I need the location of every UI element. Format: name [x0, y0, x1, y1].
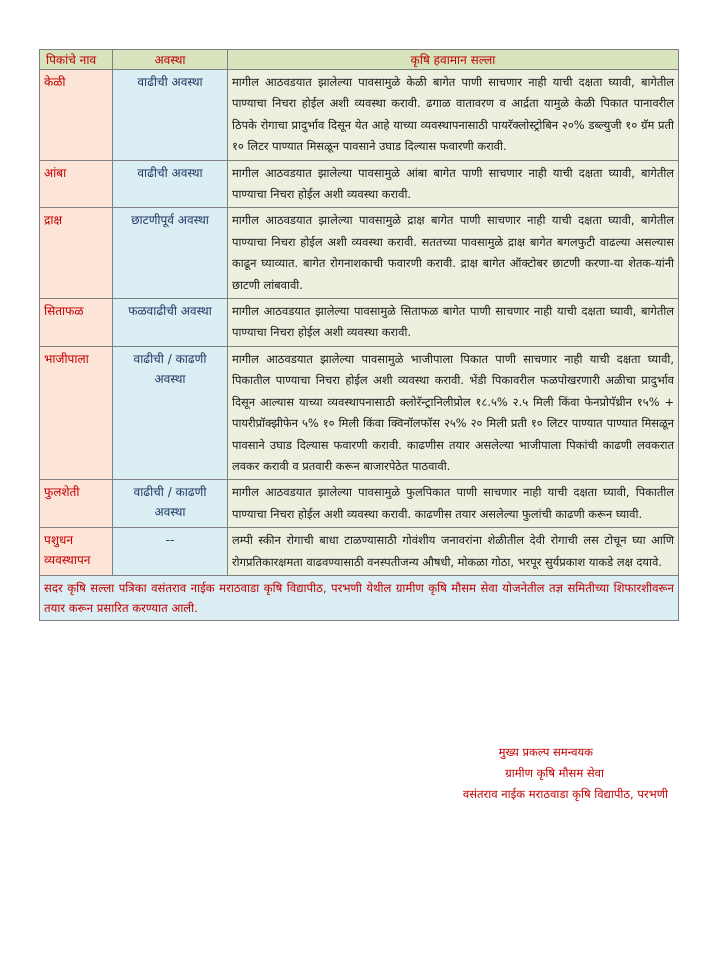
crop-advice: मागील आठवडयात झालेल्या पावसामुळे केळी बागेत पाणी साचणार नाही याची दक्षता घ्यावी, बागेतील पाण्याचा निचरा होईल अशी व्यवस्था करावी. ढगाळ वातावरण व आर्द्रता यामुळे केळी पिकात पानावरील ठिपके रोगाचा प्रादुर्भाव दिसून येत आहे याच्या व्यवस्थापनासाठी पायरॅक्लोस्ट्रोबिन २०% डब्ल्युजी १० ग्रॅम प्रती १० लिटर पाण्यात मिसळून पावसाने उघाड दिल्यास फवारणी करावी.: [228, 70, 679, 161]
crop-advice: मागील आठवडयात झालेल्या पावसामुळे भाजीपाला पिकात पाणी साचणार नाही याची दक्षता घ्यावी, पिकातील पाण्याचा निचरा होईल अशी व्यवस्था करावी. भेंडी पिकावरील फळपोखरणारी अळीचा प्रादुर्भाव दिसून आल्यास याच्या व्यवस्थापनासाठी क्लोरॅन्ट्रानिलीप्रोल १८.५% २.५ मिली किंवा फेनप्रोपॅथ्रीन १५% + पायरीप्रॉक्झीफेन ५% १० मिली किंवा क्विनॉलफॉस २५% २० मिली प्रती १० लिटर पाण्यात पाण्यात मिसळून पावसाने उघाड दिल्यास फवारणी करावी. काढणीस तयार असलेल्या भाजीपाला पिकांची काढणी लवकरात लवकर करावी व प्रतवारी करून बाजारपेठेत पाठवावी.: [228, 346, 679, 479]
table-row: [40, 160, 679, 208]
crop-advice: लम्पी स्कीन रोगाची बाधा टाळण्यासाठी गोवंशीय जनावरांना शेळीतील देवी रोगाची लस टोचून घ्या आणि रोगप्रतिकारक्षमता वाढवण्यासाठी वनस्पतीजन्य औषधी, मोकळा गोठा, भरपूर सुर्यप्रकाश याकडे लक्ष दयावे.: [228, 528, 679, 576]
crop-name: द्राक्ष: [40, 208, 113, 299]
crop-name: पशुधन व्यवस्थापन: [40, 528, 113, 576]
crop-stage: --: [113, 528, 228, 576]
table-row: [40, 208, 679, 299]
crop-name: सिताफळ: [40, 299, 113, 347]
crop-stage: छाटणीपूर्व अवस्था: [113, 208, 228, 299]
crop-name: आंबा: [40, 160, 113, 208]
table-header-row: [40, 50, 679, 70]
header-stage: अवस्था: [113, 50, 228, 70]
crop-stage: वाढीची अवस्था: [113, 160, 228, 208]
crop-advice: मागील आठवडयात झालेल्या पावसामुळे द्राक्ष बागेत पाणी साचणार नाही याची दक्षता घ्यावी, बागेतील पाण्याचा निचरा होईल अशी व्यवस्था करावी. सततच्या पावसामुळे द्राक्ष बागेत बगलफुटी वाढल्या असल्यास काढून घ्याव्यात. बागेत रोगनाशकाची फवारणी करावी. द्राक्ष बागेत ऑक्टोबर छाटणी करणा-या शेतक-यांनी छाटणी लांबवावी.: [228, 208, 679, 299]
header-crop-name: पिकांचे नाव: [40, 50, 113, 70]
crop-stage: वाढीची / काढणी अवस्था: [113, 480, 228, 528]
signature-designation: मुख्य प्रकल्प समन्वयक: [498, 745, 593, 759]
table-row: [40, 346, 679, 479]
crop-stage: वाढीची अवस्था: [113, 70, 228, 161]
crop-stage: फळवाढीची अवस्था: [113, 299, 228, 347]
crop-advice: मागील आठवडयात झालेल्या पावसामुळे आंबा बागेत पाणी साचणार नाही याची दक्षता घ्यावी, बागेतील पाण्याचा निचरा होईल अशी व्यवस्था करावी.: [228, 160, 679, 208]
signature-service: ग्रामीण कृषि मौसम सेवा: [505, 766, 604, 780]
advisory-table: [39, 49, 679, 621]
crop-advice: मागील आठवडयात झालेल्या पावसामुळे फुलपिकात पाणी साचणार नाही याची दक्षता घ्यावी, पिकातील पाण्याचा निचरा होईल अशी व्यवस्था करावी. काढणीस तयार असलेल्या फुलांची काढणी करून घ्यावी.: [228, 480, 679, 528]
table-row: [40, 528, 679, 576]
table-row: [40, 480, 679, 528]
crop-name: भाजीपाला: [40, 346, 113, 479]
table-row: [40, 70, 679, 161]
table-footer-row: [40, 575, 679, 620]
table-row: [40, 299, 679, 347]
signature-block: [368, 742, 668, 805]
crop-advice: मागील आठवडयात झालेल्या पावसामुळे सिताफळ बागेत पाणी साचणार नाही याची दक्षता घ्यावी, बागेतील पाण्याचा निचरा होईल अशी व्यवस्था करावी.: [228, 299, 679, 347]
crop-name: फुलशेती: [40, 480, 113, 528]
crop-stage: वाढीची / काढणी अवस्था: [113, 346, 228, 479]
crop-name: केळी: [40, 70, 113, 161]
footer-note: सदर कृषि सल्ला पत्रिका वसंतराव नाईक मराठवाडा कृषि विद्यापीठ, परभणी येथील ग्रामीण कृषि मौसम सेवा योजनेतील तज्ञ समितीच्या शिफारशीवरून तयार करून प्रसारित करण्यात आली.: [40, 575, 679, 620]
header-advisory: कृषि हवामान सल्ला: [228, 50, 679, 70]
signature-university: वसंतराव नाईक मराठवाडा कृषि विद्यापीठ, परभणी: [462, 787, 668, 801]
